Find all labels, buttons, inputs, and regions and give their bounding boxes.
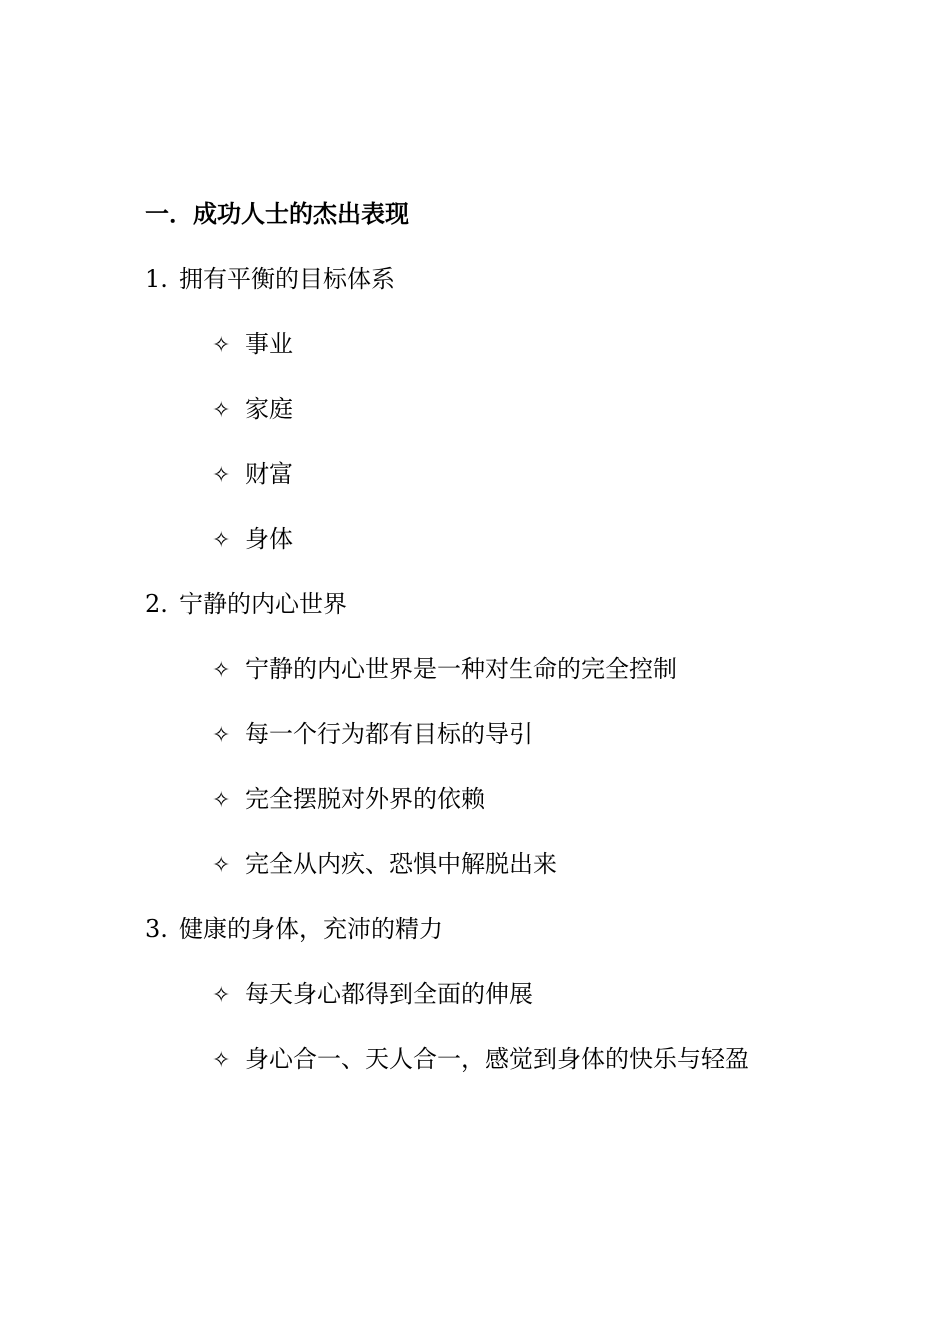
star-bullet-icon: ✧: [212, 853, 231, 878]
section-2-title: [145, 588, 347, 620]
star-bullet-icon: ✧: [212, 333, 231, 358]
list-item-text: 家庭: [245, 395, 293, 423]
section-title: 拥有平衡的目标体系: [179, 265, 395, 293]
list-item: [212, 523, 293, 557]
section-number: 2.: [145, 590, 168, 618]
star-bullet-icon: ✧: [212, 723, 231, 748]
star-bullet-icon: ✧: [212, 528, 231, 553]
list-item-text: 身心合一、天人合一，感觉到身体的快乐与轻盈: [245, 1045, 749, 1073]
list-item-text: 完全从内疚、恐惧中解脱出来: [245, 850, 557, 878]
star-bullet-icon: ✧: [212, 788, 231, 813]
star-bullet-icon: ✧: [212, 983, 231, 1008]
list-item-text: 每天身心都得到全面的伸展: [245, 980, 533, 1008]
list-item: [212, 848, 557, 882]
section-title: 健康的身体，充沛的精力: [179, 915, 443, 943]
list-item-text: 身体: [245, 525, 293, 553]
star-bullet-icon: ✧: [212, 398, 231, 423]
list-item: [212, 328, 293, 362]
section-title: 宁静的内心世界: [179, 590, 347, 618]
list-item: [212, 783, 485, 817]
list-item: [212, 393, 293, 427]
list-item: [212, 1043, 749, 1077]
page-heading: 一．成功人士的杰出表现: [145, 200, 409, 228]
list-item-text: 每一个行为都有目标的导引: [245, 720, 533, 748]
star-bullet-icon: ✧: [212, 658, 231, 683]
star-bullet-icon: ✧: [212, 1048, 231, 1073]
list-item: [212, 978, 533, 1012]
section-3-title: [145, 913, 443, 945]
list-item: [212, 718, 533, 752]
section-number: 3.: [145, 915, 168, 943]
list-item: [212, 458, 293, 492]
section-1-title: [145, 263, 395, 295]
list-item-text: 宁静的内心世界是一种对生命的完全控制: [245, 655, 677, 683]
list-item: [212, 653, 677, 687]
list-item-text: 事业: [245, 330, 293, 358]
list-item-text: 财富: [245, 460, 293, 488]
list-item-text: 完全摆脱对外界的依赖: [245, 785, 485, 813]
section-number: 1.: [145, 265, 168, 293]
star-bullet-icon: ✧: [212, 463, 231, 488]
